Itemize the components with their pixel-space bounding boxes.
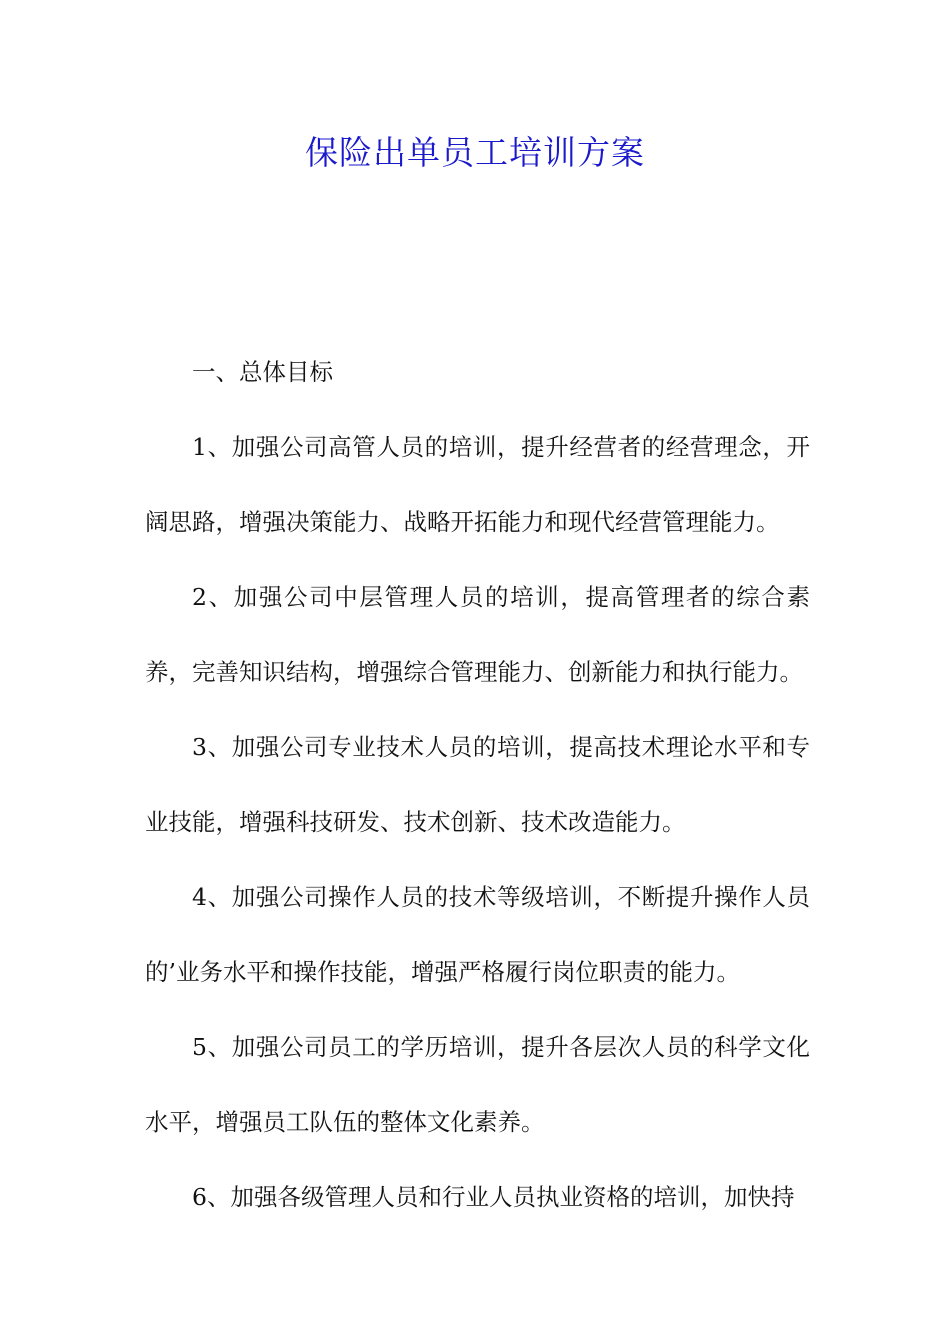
document-title: 保险出单员工培训方案 (305, 133, 645, 172)
paragraph-5: 5、加强公司员工的学历培训，提升各层次人员的科学文化水平，增强员工队伍的整体文化素养。 (145, 1033, 810, 1136)
paragraph-3: 3、加强公司专业技术人员的培训，提高技术理论水平和专业技能，增强科技研发、技术创新、技术改造能力。 (145, 733, 810, 836)
paragraph-4: 4、加强公司操作人员的技术等级培训，不断提升操作人员的’业务水平和操作技能，增强严格履行岗位职责的能力。 (145, 883, 810, 986)
paragraph-1: 1、加强公司高管人员的培训，提升经营者的经营理念，开阔思路，增强决策能力、战略开拓能力和现代经营管理能力。 (145, 433, 810, 536)
paragraph-2: 2、加强公司中层管理人员的培训，提高管理者的综合素养，完善知识结构，增强综合管理能力、创新能力和执行能力。 (145, 583, 810, 686)
paragraph-6: 6、加强各级管理人员和行业人员执业资格的培训，加快持 (192, 1183, 795, 1211)
section-heading: 一、总体目标 (192, 358, 333, 386)
document-body (145, 335, 810, 1235)
